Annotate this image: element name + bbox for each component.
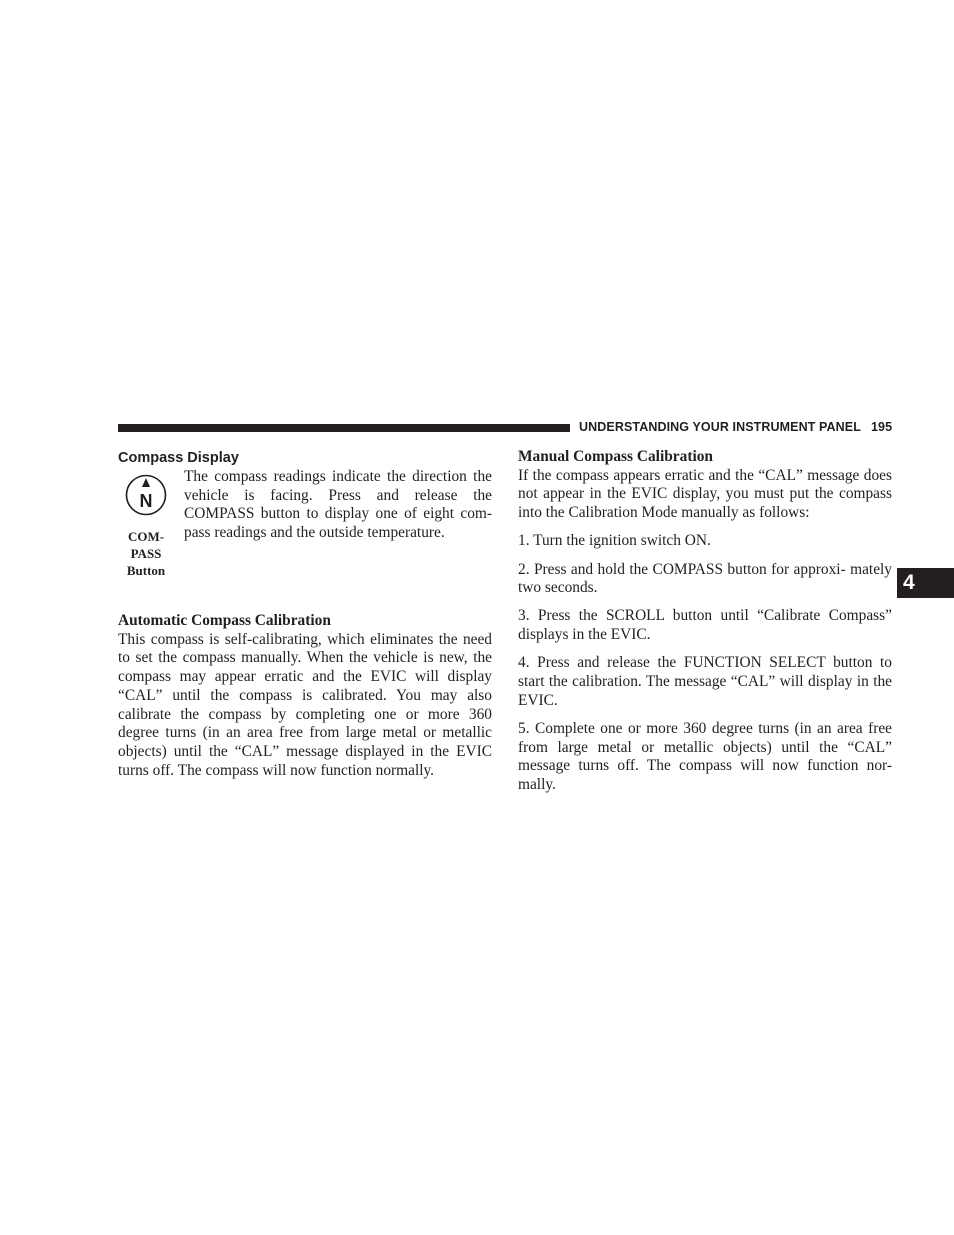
auto-calibration-text: This compass is self-calibrating, which eliminates the need to set the compass manually. When the vehicle is new, the compass may appear erratic and the EVIC will display “CAL” until the compass is calibrated. You may also calibrate the compass by completing one or more 360 degree turns (in an area free from large metal or metallic objects) until the “CAL” message displayed in the EVIC turns off. The compass will now function normally. bbox=[118, 630, 492, 779]
running-header bbox=[579, 420, 892, 434]
compass-button-figure bbox=[118, 474, 174, 579]
calibration-step: 2. Press and hold the COMPASS button for approxi- mately two seconds. bbox=[518, 560, 892, 597]
compass-button-icon bbox=[125, 474, 167, 516]
calibration-step: 4. Press and release the FUNCTION SELECT button to start the calibration. The message “CAL” will display in the EVIC. bbox=[518, 654, 892, 709]
compass-display-block bbox=[118, 468, 492, 606]
caption-line: PASS bbox=[130, 546, 162, 561]
chapter-tab: 4 bbox=[897, 568, 954, 598]
compass-icon-letter: N bbox=[139, 491, 153, 511]
page-number: 195 bbox=[870, 420, 893, 434]
compass-display-text: The compass readings indicate the direction the vehicle is facing. Press and release the COMPASS button to display one of eight com- pass readings and the outside temperature. bbox=[184, 468, 492, 542]
auto-calibration-heading: Automatic Compass Calibration bbox=[118, 612, 331, 629]
compass-button-caption bbox=[118, 528, 174, 579]
calibration-step: 3. Press the SCROLL button until “Calibrate Compass” displays in the EVIC. bbox=[518, 607, 892, 644]
header-rule bbox=[118, 424, 570, 432]
right-column bbox=[518, 448, 892, 795]
compass-display-heading: Compass Display bbox=[118, 450, 239, 466]
left-column bbox=[118, 448, 492, 780]
caption-line: Button bbox=[126, 563, 166, 578]
calibration-step: 1. Turn the ignition switch ON. bbox=[518, 532, 711, 550]
calibration-step: 5. Complete one or more 360 degree turns (in an area free from large metal or metallic objects) until the “CAL” message turns off. The compass will now function nor- mally. bbox=[518, 719, 892, 794]
manual-calibration-intro: If the compass appears erratic and the “CAL” message does not appear in the EVIC display, you must put the compass into the Calibration Mode manually as follows: bbox=[518, 466, 892, 522]
caption-line: COM- bbox=[127, 529, 165, 544]
section-title: UNDERSTANDING YOUR INSTRUMENT PANEL bbox=[579, 420, 861, 434]
calibration-steps bbox=[518, 532, 892, 794]
manual-calibration-heading: Manual Compass Calibration bbox=[518, 448, 713, 465]
